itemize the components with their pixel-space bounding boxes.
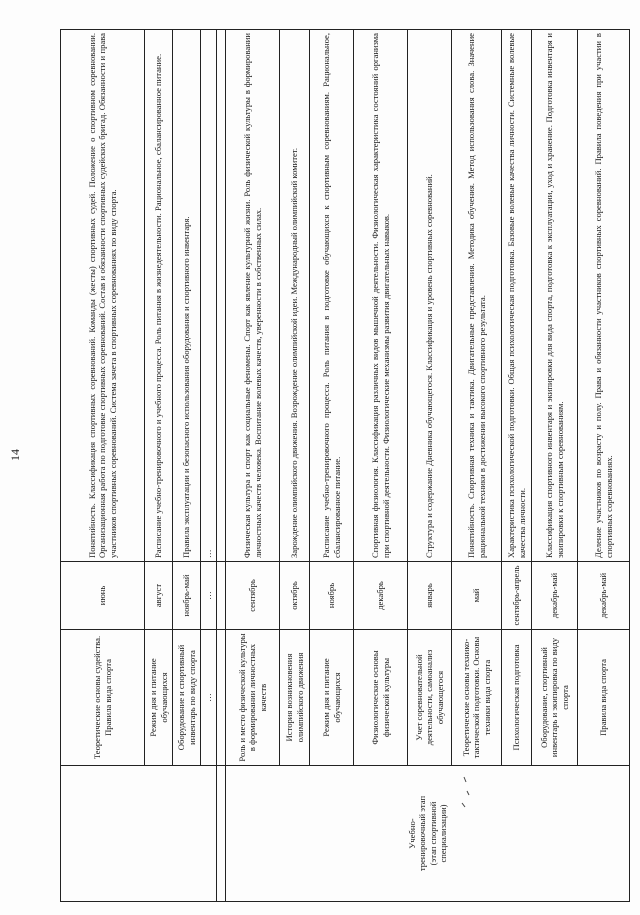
content-cell: Характеристика психологической подготовки. Общая психологическая подготовка. Базовые волевые качества личности. Системные волевые качества личности. <box>502 30 532 562</box>
program-table <box>60 29 630 902</box>
topic-cell: История возникновения олимпийского движения <box>280 630 310 766</box>
content-cell: Классификация спортивного инвентаря и экипировки для вида спорта, подготовка к эксплуатации, уход и хранение. Подготовка инвентаря и экипировки к спортивным соревнованиям. <box>532 30 578 562</box>
content-cell: Структура и содержание Дневника обучающегося. Классификация и уровень спортивных соревнований. <box>408 30 452 562</box>
topic-cell: Оборудование и спортивный инвентарь по виду спорта <box>173 630 201 766</box>
table-row <box>61 30 145 902</box>
content-cell: … <box>201 30 217 562</box>
program-table-frame <box>60 30 614 902</box>
content-cell: Деление участников по возрасту и полу. Права и обязанности участников спортивных соревнований. Правила поведения при участии в спортивных соревнованиях. <box>578 30 630 562</box>
gap-cell <box>217 562 226 630</box>
topic-cell: Режим дня и питание обучающихся <box>145 630 173 766</box>
topic-cell: Физиологические основы физической культуры <box>354 630 408 766</box>
content-cell: Правила эксплуатации и безопасного использования оборудования и спортивного инвентаря. <box>173 30 201 562</box>
topic-cell: Теоретические основы судейства. Правила вида спорта <box>61 630 145 766</box>
table-gap-row <box>217 30 226 902</box>
topic-cell: Психологическая подготовка <box>502 630 532 766</box>
topic-cell: Роль и место физической культуры в формировании личностных качеств <box>226 630 280 766</box>
page-number: 14 <box>8 449 22 461</box>
stage-cell <box>226 766 630 902</box>
content-cell: Понятийность. Спортивная техника и тактика. Двигательные представления. Методика обучения. Метод использования слова. Значение рациональной техники в достижении высокого спортивного результата. <box>452 30 502 562</box>
stage-cell-empty <box>61 766 217 902</box>
topic-cell: … <box>201 630 217 766</box>
table-row <box>226 30 280 902</box>
gap-cell <box>217 766 226 902</box>
month-cell: ноябрь <box>310 562 354 630</box>
month-cell: декабрь-май <box>578 562 630 630</box>
gap-cell <box>217 30 226 562</box>
stage-label: Учебно-тренировочный этап (этап спортивной специализации) <box>407 795 448 872</box>
topic-cell: Режим дня и питание обучающихся <box>310 630 354 766</box>
month-cell: ноябрь-май <box>173 562 201 630</box>
month-cell: декабрь <box>354 562 408 630</box>
month-cell: август <box>145 562 173 630</box>
month-cell: декабрь-май <box>532 562 578 630</box>
month-cell: октябрь <box>280 562 310 630</box>
content-cell: Расписание учебно-тренировочного процесса. Роль питания в подготовке обучающихся к спортивным соревнованиям. Рациональное, сбалансированное питание. <box>310 30 354 562</box>
content-cell: Спортивная физиология. Классификация различных видов мышечной деятельности. Физиологическая характеристика состояний организма при спортивной деятельности. Физиологические механизмы развития двигательных навыков. <box>354 30 408 562</box>
topic-cell: Теоретические основы технико-тактической подготовки. Основы техники вида спорта <box>452 630 502 766</box>
topic-cell: Правила вида спорта <box>578 630 630 766</box>
month-cell: … <box>201 562 217 630</box>
content-cell: Зарождение олимпийского движения. Возрождение олимпийской идеи. Международный олимпийский комитет. <box>280 30 310 562</box>
topic-cell: Учет соревновательной деятельности, самоанализ обучающегося <box>408 630 452 766</box>
content-cell: Понятийность. Классификация спортивных соревнований. Команды (жесты) спортивных судей. Положение о спортивном соревновании. Организационная работа по подготовке спортивных соревнований. Состав и обязанности спортивных судейских бригад. Обязанности и права участников спортивных соревнований. Система зачета в спортивных соревнованиях по виду спорта. <box>61 30 145 562</box>
content-cell: Физическая культура и спорт как социальные феномены. Спорт как явление культурной жизни. Роль физической культуры в формировании личностных качеств человека. Воспитание волевых качеств, уверенности в собственных силах. <box>226 30 280 562</box>
month-cell: май <box>452 562 502 630</box>
month-cell: январь <box>408 562 452 630</box>
month-cell: сентябрь-апрель <box>502 562 532 630</box>
month-cell: июнь <box>61 562 145 630</box>
gap-cell <box>217 630 226 766</box>
topic-cell: Оборудование, спортивный инвентарь и экипировка по виду спорта <box>532 630 578 766</box>
rotated-table-container <box>60 30 614 902</box>
content-cell: Расписание учебно-тренировочного и учебного процесса. Роль питания в жизнедеятельности. Рациональное, сбалансированное питание. <box>145 30 173 562</box>
month-cell: сентябрь <box>226 562 280 630</box>
pen-mark-scribble <box>458 773 478 813</box>
